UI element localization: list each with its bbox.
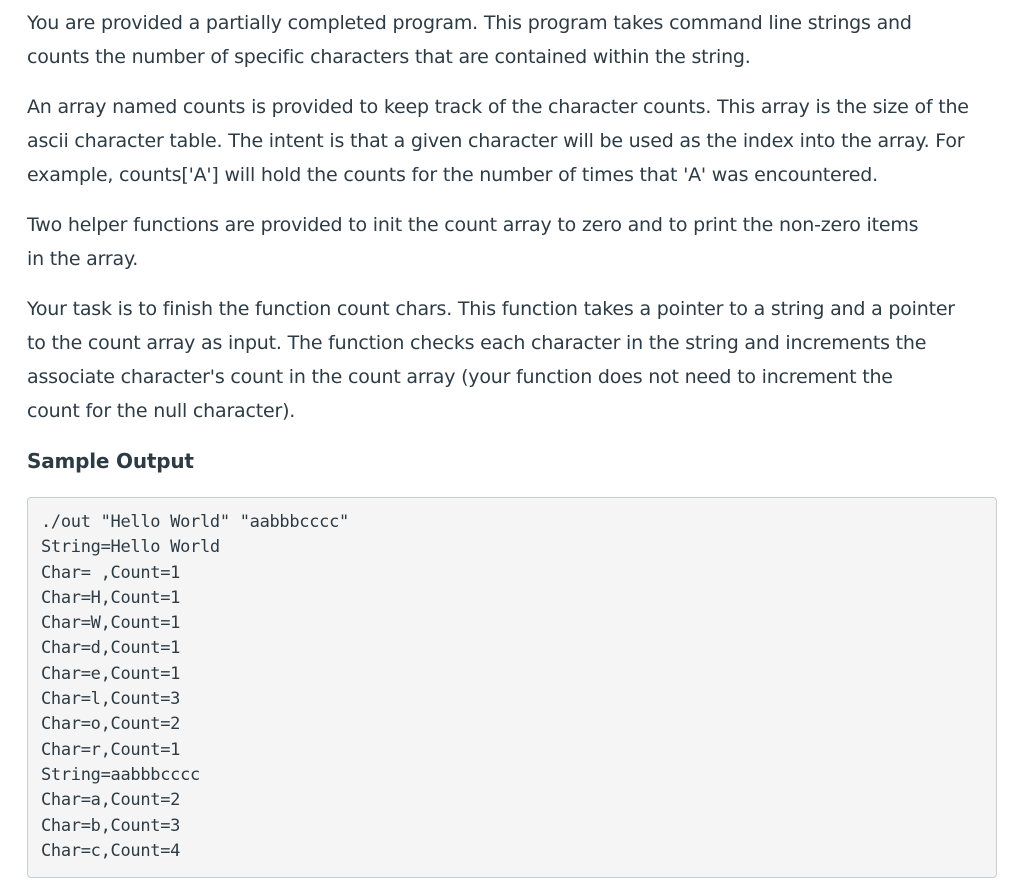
counts-array-paragraph	[27, 90, 999, 192]
paragraph-line: You are provided a partially completed program. This program takes command line strings and	[27, 12, 912, 34]
paragraph-line: count for the null character).	[27, 400, 296, 422]
paragraph-line: Your task is to finish the function count chars. This function takes a pointer to a string and a pointer	[27, 298, 955, 320]
code-line: Char=d,Count=1	[41, 638, 181, 659]
paragraph-line: Two helper functions are provided to init the count array to zero and to print the non-zero items	[27, 214, 919, 236]
code-line: Char=W,Count=1	[41, 613, 181, 634]
paragraph-line: in the array.	[27, 248, 139, 270]
code-line: Char=H,Count=1	[41, 587, 181, 608]
code-line: Char=a,Count=2	[41, 790, 181, 811]
code-line: Char=c,Count=4	[41, 840, 181, 861]
sample-output-heading: Sample Output	[27, 449, 194, 473]
helper-functions-paragraph	[27, 208, 999, 276]
code-line: Char=e,Count=1	[41, 663, 181, 684]
code-line: Char= ,Count=1	[41, 562, 181, 583]
sample-output-code-block	[27, 497, 997, 878]
task-paragraph	[27, 292, 999, 428]
assignment-description	[27, 6, 999, 494]
code-line: Char=r,Count=1	[41, 739, 181, 760]
intro-paragraph	[27, 6, 999, 74]
code-line: String=Hello World	[41, 537, 220, 558]
paragraph-line: counts the number of specific characters that are contained within the string.	[27, 46, 751, 68]
paragraph-line: ascii character table. The intent is that a given character will be used as the index into the array. For	[27, 130, 965, 152]
paragraph-line: to the count array as input. The function checks each character in the string and increments the	[27, 332, 927, 354]
paragraph-line: An array named counts is provided to keep track of the character counts. This array is the size of the	[27, 96, 969, 118]
paragraph-line: example, counts['A'] will hold the counts for the number of times that 'A' was encountered.	[27, 164, 878, 186]
code-line: Char=o,Count=2	[41, 714, 181, 735]
code-line: ./out "Hello World" "aabbbcccc"	[41, 512, 349, 532]
code-line: String=aabbbcccc	[41, 764, 200, 785]
code-line: Char=b,Count=3	[41, 815, 181, 836]
paragraph-line: associate character's count in the count array (your function does not need to increment the	[27, 366, 893, 388]
code-line: Char=l,Count=3	[41, 689, 181, 710]
